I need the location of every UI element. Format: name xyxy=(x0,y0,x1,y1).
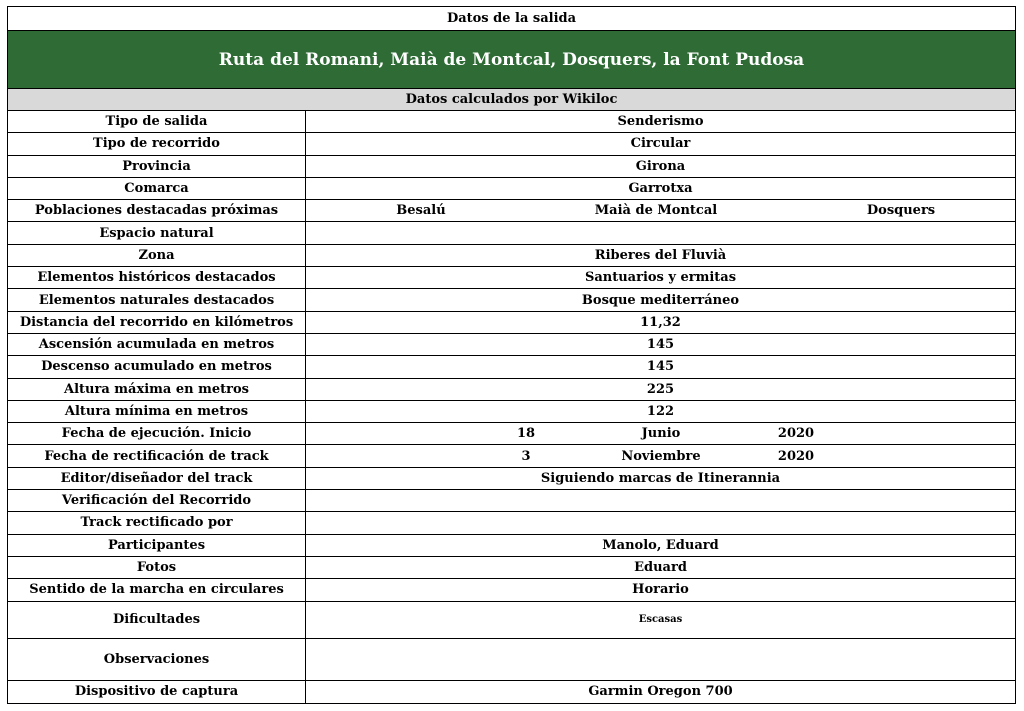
row-value: Santuarios y ermitas xyxy=(584,270,737,286)
row-value: Horario xyxy=(632,582,689,598)
row-label: Comarca xyxy=(8,178,306,199)
table-row xyxy=(8,423,1015,445)
row-value-date xyxy=(306,423,1015,444)
row-value xyxy=(306,222,1015,243)
table-row xyxy=(8,156,1015,178)
row-label: Tipo de recorrido xyxy=(8,133,306,154)
table-row xyxy=(8,334,1015,356)
data-sheet xyxy=(7,6,1016,704)
row-label: Editor/diseñador del track xyxy=(8,468,306,489)
table-row xyxy=(8,289,1015,311)
table-row xyxy=(8,111,1015,133)
row-value xyxy=(306,490,1015,511)
row-label: Tipo de salida xyxy=(8,111,306,132)
table-row xyxy=(8,681,1015,703)
row-label: Zona xyxy=(8,245,306,266)
row-label: Elementos históricos destacados xyxy=(8,267,306,288)
row-value: 145 xyxy=(646,359,675,375)
date-day: 3 xyxy=(521,448,531,464)
table-row xyxy=(8,178,1015,200)
row-value: Circular xyxy=(630,136,691,152)
table-row xyxy=(8,200,1015,222)
row-value: Senderismo xyxy=(617,114,704,130)
row-value: Eduard xyxy=(634,560,687,576)
date-year: 2020 xyxy=(777,448,815,464)
row-label: Espacio natural xyxy=(8,222,306,243)
table-row xyxy=(8,133,1015,155)
date-year: 2020 xyxy=(777,426,815,442)
table-row xyxy=(8,379,1015,401)
row-label: Elementos naturales destacados xyxy=(8,289,306,310)
row-label: Participantes xyxy=(8,535,306,556)
town-2: Maià de Montcal xyxy=(594,203,718,219)
table-row xyxy=(8,222,1015,244)
row-label: Altura máxima en metros xyxy=(8,379,306,400)
row-value: Bosque mediterráneo xyxy=(581,292,740,308)
sheet-header-label: Datos de la salida xyxy=(446,11,577,26)
table-row xyxy=(8,639,1015,681)
row-label: Provincia xyxy=(8,156,306,177)
table-row xyxy=(8,490,1015,512)
row-value xyxy=(306,639,1015,680)
route-title: Ruta del Romani, Maià de Montcal, Dosquers, la Font Pudosa xyxy=(218,49,805,70)
table-row xyxy=(8,468,1015,490)
row-label: Observaciones xyxy=(8,639,306,680)
row-value: Manolo, Eduard xyxy=(602,537,719,553)
table-row xyxy=(8,312,1015,334)
table-row xyxy=(8,401,1015,423)
row-value: Girona xyxy=(635,158,686,174)
row-label: Sentido de la marcha en circulares xyxy=(8,579,306,600)
sheet-header xyxy=(8,7,1015,31)
table-row xyxy=(8,356,1015,378)
row-value: 122 xyxy=(646,404,675,419)
date-month: Noviembre xyxy=(621,448,701,464)
section-header xyxy=(8,89,1015,111)
town-3: Dosquers xyxy=(866,203,936,219)
row-value: Garmin Oregon 700 xyxy=(588,684,733,700)
row-label: Poblaciones destacadas próximas xyxy=(8,200,306,221)
table-row xyxy=(8,602,1015,639)
table-row xyxy=(8,557,1015,579)
row-value-multi xyxy=(306,200,1015,221)
date-month: Junio xyxy=(641,426,681,442)
row-value: Garrotxa xyxy=(628,181,693,197)
date-day: 18 xyxy=(516,426,536,442)
section-header-label: Datos calculados por Wikiloc xyxy=(405,92,618,107)
table-row xyxy=(8,579,1015,601)
table-row xyxy=(8,512,1015,534)
row-value: 145 xyxy=(646,337,675,353)
row-label: Fotos xyxy=(8,557,306,578)
row-label: Dispositivo de captura xyxy=(8,681,306,703)
row-label: Ascensión acumulada en metros xyxy=(8,334,306,355)
row-value: Escasas xyxy=(638,614,683,626)
table-row xyxy=(8,445,1015,467)
row-value-date xyxy=(306,445,1015,466)
row-label: Fecha de ejecución. Inicio xyxy=(8,423,306,444)
row-label: Track rectificado por xyxy=(8,512,306,533)
route-title-bar xyxy=(8,31,1015,89)
row-label: Descenso acumulado en metros xyxy=(8,356,306,377)
row-value: Siguiendo marcas de Itinerannia xyxy=(540,470,781,486)
row-label: Verificación del Recorrido xyxy=(8,490,306,511)
row-label: Altura mínima en metros xyxy=(8,401,306,422)
row-value xyxy=(306,512,1015,533)
row-label: Distancia del recorrido en kilómetros xyxy=(8,312,306,333)
town-1: Besalú xyxy=(396,203,446,219)
row-value: 11,32 xyxy=(640,314,681,330)
table-row xyxy=(8,535,1015,557)
table-row xyxy=(8,245,1015,267)
row-label: Fecha de rectificación de track xyxy=(8,445,306,466)
table-row xyxy=(8,267,1015,289)
row-label: Dificultades xyxy=(8,602,306,638)
row-value: 225 xyxy=(646,381,675,397)
row-value: Riberes del Fluvià xyxy=(594,247,727,263)
